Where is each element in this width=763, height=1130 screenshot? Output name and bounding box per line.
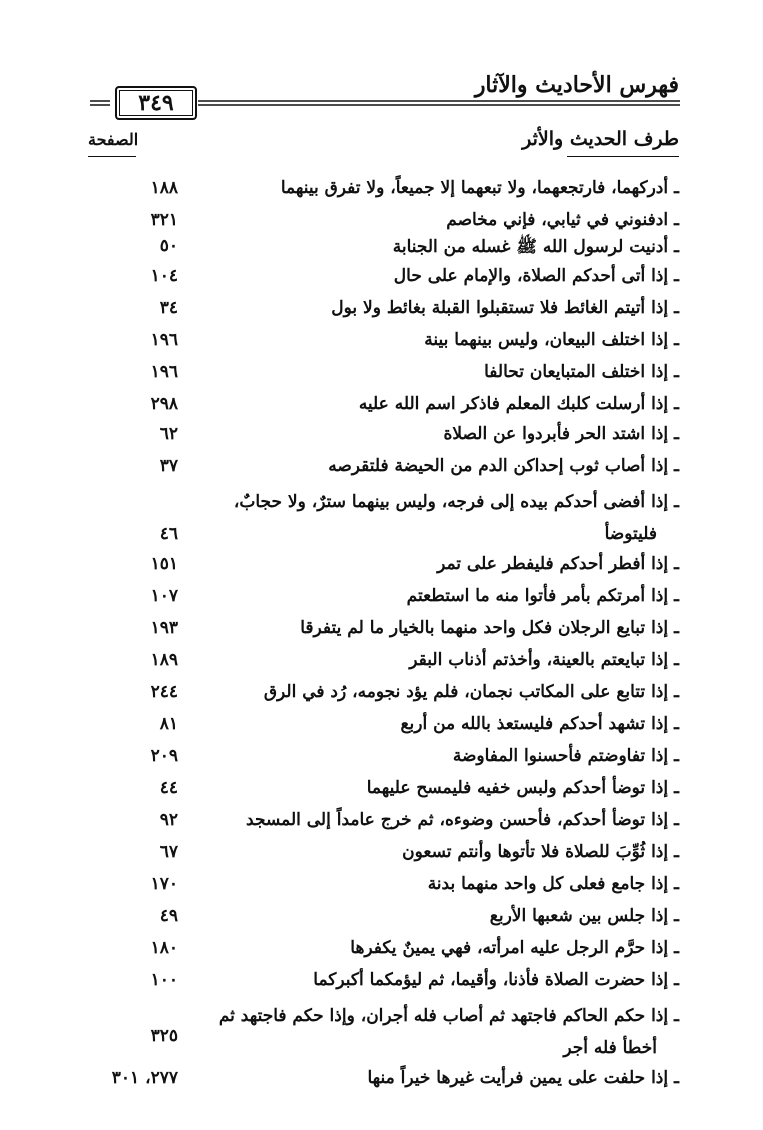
entry-page: ١٩٦ [150, 330, 178, 350]
entry-page: ٢٠٩ [150, 746, 178, 766]
entry-text: ـ إذا تشهد أحدكم فليستعذ بالله من أربع [400, 714, 679, 734]
entry-page: ٢٤٤ [150, 682, 178, 702]
entry-text-line: ـ إذا حكم الحاكم فاجتهد ثم أصاب فله أجران، وإذا حكم فاجتهد ثم [218, 1006, 679, 1026]
entry-page: ٥٠ [159, 236, 178, 256]
entry-text: ـ إذا أفطر أحدكم فليفطر على تمر [437, 554, 679, 574]
entry-page: ١٠٠ [150, 970, 178, 990]
entry-text: ـ إذا حلفت على يمين فرأيت غيرها خيراً منها [367, 1068, 679, 1088]
entry-text: ـ أدركهما، فارتجعهما، ولا تبعهما إلا جميعاً، ولا تفرق بينهما [280, 178, 679, 198]
entry-page: ١٥١ [150, 554, 178, 574]
column-header-text-rule [567, 156, 679, 157]
entry-text: ـ إذا جامع فعلى كل واحد منهما بدنة [427, 874, 679, 894]
entry-page: ١٩٣ [150, 618, 178, 638]
entry-text: ـ إذا جلس بين شعبها الأربع [489, 906, 679, 926]
entry-text: ـ إذا تفاوضتم فأحسنوا المفاوضة [452, 746, 679, 766]
entry-text: ـ إذا أمرتكم بأمر فأتوا منه ما استطعتم [406, 586, 679, 606]
entry-page: ٨١ [159, 714, 178, 734]
entry-page: ١٨٠ [150, 938, 178, 958]
column-header-page: الصفحة [88, 130, 139, 149]
entry-page: ٣٧ [159, 456, 178, 476]
entry-text: ـ إذا اختلف البيعان، وليس بينهما بينة [424, 330, 679, 350]
entry-text: ـ إذا اختلف المتبايعان تحالفا [484, 362, 679, 382]
entry-text: ـ إذا توضأ أحدكم ولبس خفيه فليمسح عليهما [366, 778, 679, 798]
entry-text: ـ إذا أتى أحدكم الصلاة، والإمام على حال [393, 266, 679, 286]
entry-page: ١٨٨ [150, 178, 178, 198]
entry-text [119, 486, 679, 550]
entry-page: ١٠٧ [150, 586, 178, 606]
entry-page: ٦٧ [159, 842, 178, 862]
entry-text: ـ إذا تتابع على المكاتب نجمان، فلم يؤد نجومه، رُد في الرق [263, 682, 679, 702]
entry-text: ـ إذا أصاب ثوب إحداكن الدم من الحيضة فلتقرصه [328, 456, 679, 476]
entry-page: ١٠٤ [150, 266, 178, 286]
entry-text: ـ إذا أرسلت كلبك المعلم فاذكر اسم الله عليه [358, 394, 679, 414]
entry-page: ٣٢١ [150, 210, 178, 230]
page-number: ٣٤٩ [115, 86, 197, 120]
entry-text: ـ إذا تبايع الرجلان فكل واحد منهما بالخيار ما لم يتفرقا [300, 618, 679, 638]
entry-text [119, 1000, 679, 1064]
entry-page: ٣٤ [159, 298, 178, 318]
entry-page: ٣٢٥ [150, 1026, 178, 1046]
column-header-page-rule [88, 156, 136, 157]
entry-text: ـ إذا حضرت الصلاة فأذنا، وأقيما، ثم ليؤمكما أكبركما [313, 970, 679, 990]
running-title: فهرس الأحاديث والآثار [474, 72, 679, 98]
entry-text: ـ إذا حرَّم الرجل عليه امرأته، فهي يمينٌ يكفرها [350, 938, 679, 958]
column-header-text: طرف الحديث والأثر [522, 128, 679, 150]
entry-page: ٢٩٨ [150, 394, 178, 414]
entry-page: ١٧٠ [150, 874, 178, 894]
entry-text-line: ـ إذا أفضى أحدكم بيده إلى فرجه، وليس بينهما سترٌ، ولا حجابٌ، [233, 492, 679, 512]
entry-page: ٩٢ [159, 810, 178, 830]
entry-page: ١٨٩ [150, 650, 178, 670]
entry-page: ٦٢ [159, 424, 178, 444]
entry-page: ٤٦ [159, 524, 178, 544]
entry-text: ـ إذا أتيتم الغائط فلا تستقبلوا القبلة بغائط ولا بول [331, 298, 679, 318]
entry-text-continuation: أخطأ فله أجر [563, 1038, 657, 1058]
entry-text: ـ إذا توضأ أحدكم، فأحسن وضوءه، ثم خرج عامداً إلى المسجد [246, 810, 679, 830]
entry-page: ٢٧٧، ٣٠١ [111, 1068, 178, 1088]
entry-text-continuation: فليتوضأ [604, 524, 657, 544]
entry-page: ١٩٦ [150, 362, 178, 382]
entry-page: ٤٤ [159, 778, 178, 798]
entry-text: ـ إذا ثُوِّبَ للصلاة فلا تأتوها وأنتم تسعون [402, 842, 679, 862]
entry-text: ـ إذا اشتد الحر فأبردوا عن الصلاة [443, 424, 679, 444]
entry-page: ٤٩ [159, 906, 178, 926]
entry-text: ـ أدنيت لرسول الله ﷺ غسله من الجنابة [392, 237, 679, 257]
entry-text: ـ إذا تبايعتم بالعينة، وأخذتم أذناب البقر [409, 650, 679, 670]
entry-text: ـ ادفنوني في ثيابي، فإني مخاصم [446, 210, 679, 230]
